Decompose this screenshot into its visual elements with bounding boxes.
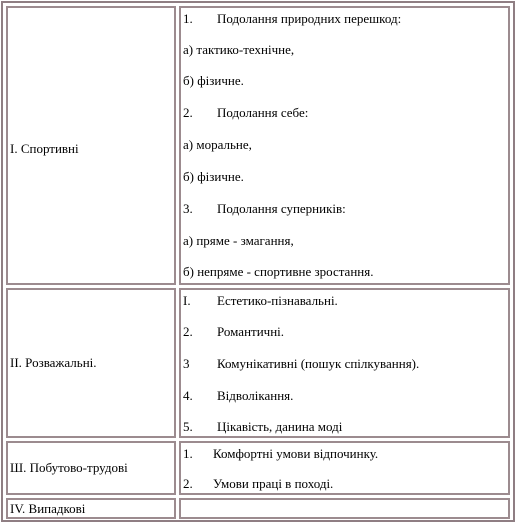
category-cell bbox=[6, 6, 176, 285]
items-cell bbox=[179, 441, 510, 495]
table-row bbox=[6, 6, 510, 285]
category-label: Ш. Побутово-трудові bbox=[10, 460, 128, 475]
list-item: а) пряме - змагання, bbox=[183, 233, 294, 248]
list-item: 5. Цікавість, данина моді bbox=[183, 419, 343, 434]
list-item: 1. Комфортні умови відпочинку. bbox=[183, 446, 379, 461]
items-cell bbox=[179, 498, 510, 519]
category-label: II. Розважальні. bbox=[10, 355, 97, 370]
list-item: 3 Комунікативні (пошук спілкування). bbox=[183, 356, 420, 371]
list-item: а) тактико-технічне, bbox=[183, 42, 295, 57]
list-item: 4. Відволікання. bbox=[183, 388, 294, 403]
category-cell bbox=[6, 498, 176, 519]
list-item: 1. Подолання природних перешкод: bbox=[183, 11, 402, 26]
list-item: 2. Романтичні. bbox=[183, 324, 285, 339]
list-item: 2. Умови праці в поході. bbox=[183, 476, 334, 491]
items-cell bbox=[179, 288, 510, 438]
table-row bbox=[6, 288, 510, 438]
table-row bbox=[6, 498, 510, 519]
category-label: I. Спортивні bbox=[10, 141, 79, 156]
table-row bbox=[6, 441, 510, 495]
list-item: б) непряме - спортивне зростання. bbox=[183, 264, 374, 279]
list-item: б) фізичне. bbox=[183, 73, 244, 88]
category-cell bbox=[6, 288, 176, 438]
classification-table bbox=[1, 1, 515, 522]
category-cell bbox=[6, 441, 176, 495]
category-label: IV. Випадкові bbox=[10, 501, 86, 516]
list-item: I. Естетико-пізнавальні. bbox=[183, 293, 338, 308]
list-item: 3. Подолання суперників: bbox=[183, 201, 346, 216]
list-item: 2. Подолання себе: bbox=[183, 105, 309, 120]
items-cell bbox=[179, 6, 510, 285]
list-item: б) фізичне. bbox=[183, 169, 244, 184]
list-item: а) моральне, bbox=[183, 137, 252, 152]
